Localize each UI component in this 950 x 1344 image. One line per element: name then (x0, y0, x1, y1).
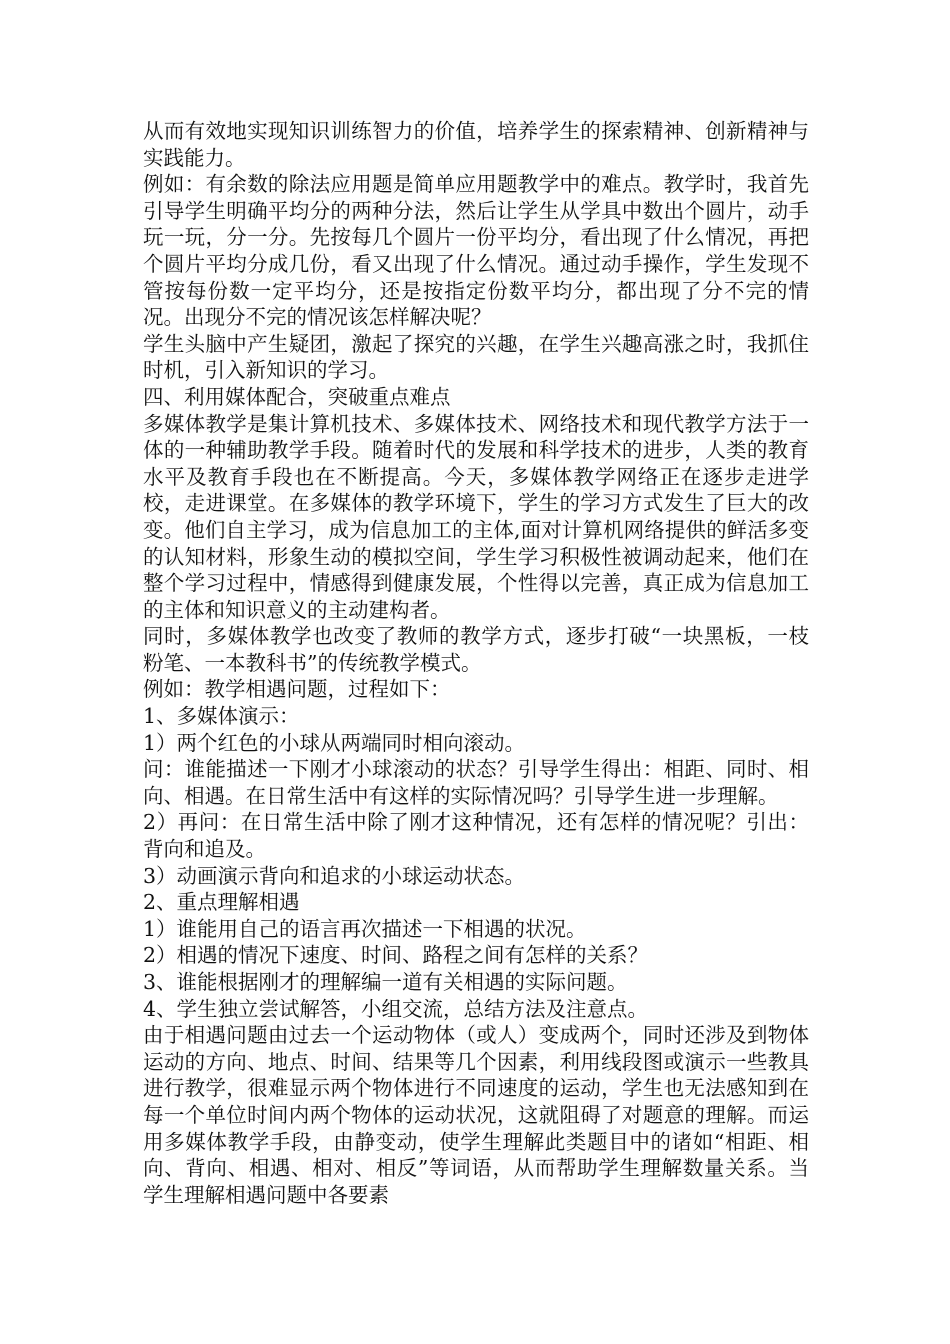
paragraph-teaching-mode-change: 同时，多媒体教学也改变了教师的教学方式，逐步打破“一块黑板，一枝粉笔、一本教科书”的传统教学模式。 (143, 624, 809, 675)
list-item-independent-solving: 4、学生独立尝试解答，小组交流，总结方法及注意点。 (143, 996, 649, 1021)
paragraph-meeting-problem-example: 例如：教学相遇问题，过程如下： (143, 677, 451, 702)
list-item-multimedia-demo: 1、多媒体演示： (143, 704, 300, 729)
paragraph-multimedia-teaching: 多媒体教学是集计算机技术、多媒体技术、网络技术和现代教学方法于一体的一种辅助教学手段。随着时代的发展和科学技术的进步，人类的教育水平及教育手段也在不断提高。今天，多媒体教学网络正在逐步走进学校，走进课堂。在多媒体的教学环境下，学生的学习方式发生了巨大的改变。他们自主学习，成为信息加工的主体,面对计算机网络提供的鲜活多变的认知材料，形象生动的模拟空间，学生学习积极性被调动起来，他们在整个学习过程中，情感得到健康发展，个性得以完善，真正成为信息加工的主体和知识意义的主动建构者。 (143, 411, 809, 622)
section-heading-media: 四、利用媒体配合，突破重点难点 (143, 384, 451, 409)
list-item-understand-meeting: 2、重点理解相遇 (143, 890, 300, 915)
list-item-ask-again: 2）再问：在日常生活中除了刚才这种情况，还有怎样的情况呢？引出：背向和追及。 (143, 810, 809, 862)
paragraph-remainder-division-example: 例如：有余数的除法应用题是简单应用题教学中的难点。教学时，我首先引导学生明确平均分的两种分法，然后让学生从学具中数出个圆片，动手玩一玩，分一分。先按每几个圆片一份平均分，看出现了什么情况，再把个圆片平均分成几份，看又出现了什么情况。通过动手操作，学生发现不管按每份数一定平均分，还是按指定份数平均分，都出现了分不完的情况。出现分不完的情况该怎样解决呢？ (143, 172, 809, 330)
paragraph-meeting-problem-analysis: 由于相遇问题由过去一个运动物体（或人）变成两个，同时还涉及到物体运动的方向、地点、时间、结果等几个因素，利用线段图或演示一些教具进行教学，很难显示两个物体进行不同速度的运动，学生也无法感知到在每一个单位时间内两个物体的运动状况，这就阻碍了对题意的理解。而运用多媒体教学手段，由静变动，使学生理解此类题目中的诸如“相距、相向、背向、相遇、相对、相反”等词语，从而帮助学生理解数量关系。当学生理解相遇问题中各要素 (143, 1023, 809, 1207)
document-body (143, 118, 809, 1208)
paragraph-student-curiosity: 学生头脑中产生疑团，激起了探究的兴趣，在学生兴趣高涨之时，我抓住时机，引入新知识的学习。 (143, 331, 809, 383)
list-item-animation: 3）动画演示背向和追求的小球运动状态。 (143, 863, 526, 888)
list-item-speed-time-distance: 2）相遇的情况下速度、时间、路程之间有怎样的关系？ (143, 943, 649, 968)
list-item-describe-meeting: 1）谁能用自己的语言再次描述一下相遇的状况。 (143, 916, 587, 941)
paragraph-question-describe: 问：谁能描述一下刚才小球滚动的状态？引导学生得出：相距、同时、相向、相遇。在日常生活中有这样的实际情况吗？引导学生进一步理解。 (143, 757, 809, 808)
list-item-compose-problem: 3、谁能根据刚才的理解编一道有关相遇的实际问题。 (143, 970, 628, 994)
list-item-red-balls: 1）两个红色的小球从两端同时相向滚动。 (143, 730, 526, 755)
paragraph-intro-continuation: 从而有效地实现知识训练智力的价值，培养学生的探索精神、创新精神与实践能力。 (143, 119, 809, 170)
